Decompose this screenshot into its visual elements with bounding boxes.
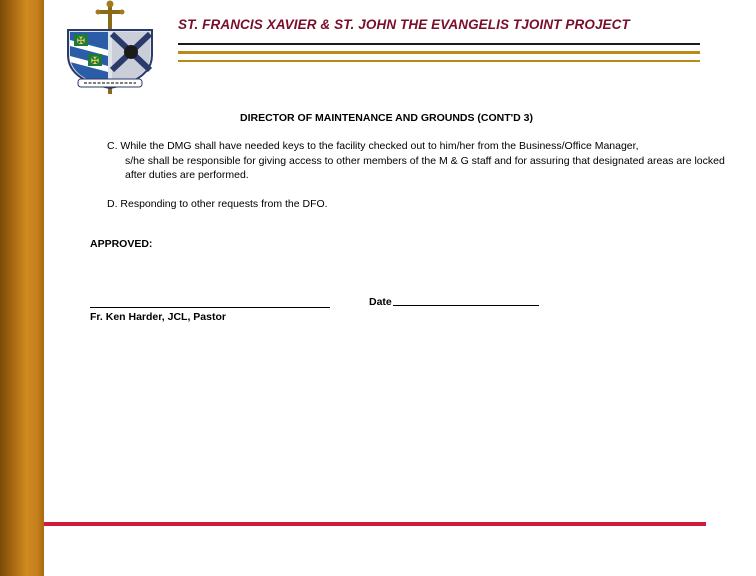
- left-decorative-bar: [0, 0, 44, 576]
- project-title: ST. FRANCIS XAVIER & ST. JOHN THE EVANGELIS TJOINT PROJECT: [178, 17, 630, 32]
- item-c-paragraph: [107, 139, 727, 183]
- item-c-continuation: s/he shall be responsible for giving access to other members of the M & G staff and for assuring that designated areas are locked after duties are performed.: [125, 154, 725, 181]
- document-heading: DIRECTOR OF MAINTENANCE AND GROUNDS (CONT'D 3): [240, 112, 533, 124]
- item-c-first-line: C. While the DMG shall have needed keys to the facility checked out to him/her from the Business/Office Manager,: [107, 140, 639, 152]
- signature-line: [90, 307, 330, 308]
- svg-text:✠: ✠: [76, 36, 86, 47]
- header-rule-gold-2: [178, 60, 700, 62]
- date-label: Date: [369, 296, 392, 308]
- footer-rule: [44, 522, 706, 526]
- date-line: [393, 305, 539, 306]
- signatory-name: Fr. Ken Harder, JCL, Pastor: [90, 311, 226, 323]
- header-rule-dark: [178, 43, 700, 45]
- item-d-paragraph: D. Responding to other requests from the DFO.: [107, 198, 328, 210]
- svg-text:✠: ✠: [90, 56, 100, 67]
- coat-of-arms-logo: [60, 0, 160, 98]
- header-rule-gold-1: [178, 51, 700, 54]
- date-field: [369, 296, 539, 308]
- approved-label: APPROVED:: [90, 238, 153, 250]
